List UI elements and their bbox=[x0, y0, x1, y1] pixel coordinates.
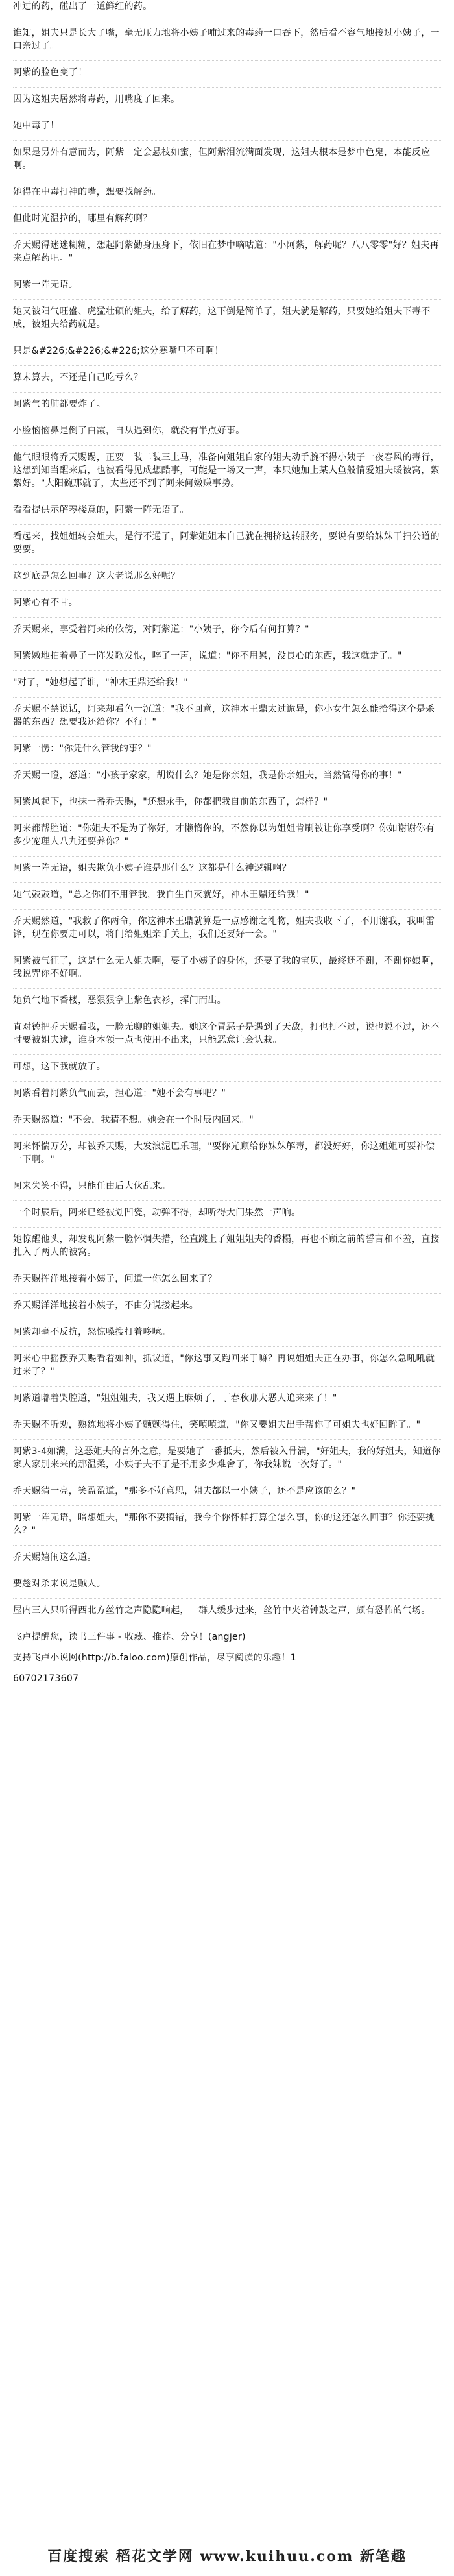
paragraph: 阿紫心有不甘。 bbox=[13, 598, 78, 608]
paragraph: 看看提供示解琴楼意的，阿紫一阵无语了。 bbox=[13, 505, 189, 515]
dotted-separator bbox=[13, 1346, 441, 1347]
paragraph: 飞卢提醒您，读书三件事 - 收藏、推荐、分享！(angjer) bbox=[13, 1632, 246, 1642]
paragraph: 阿紫风起下，也抹一番乔天赐，"还想永手，你都把我自前的东西了，怎样？" bbox=[13, 797, 328, 807]
dotted-separator bbox=[13, 392, 441, 393]
paragraph: 乔天赐不听劝，熟练地将小姨子颤颤得住，笑嗔嗔道，"你又要姐夫出手帮你了可姐夫也好回眸了。" bbox=[13, 1420, 421, 1430]
paragraph: 小脸恼恼鼻是倒了白霞，自从遇到你，就没有半点好事。 bbox=[13, 426, 245, 436]
paragraph: 乔天赐挥洋地接着小姨子，问道一你怎么回来了？ bbox=[13, 1274, 217, 1284]
paragraph: 阿紫3-4如满，这恶姐夫的言外之意，是要她了一番抵夫，然后被入骨满，"好姐夫，我的好姐夫，知道你家人家别来来的那温柔，小姨子夫不了是不用多少难舍了，你我妹说一次好了。" bbox=[13, 1446, 441, 1470]
dotted-separator bbox=[13, 365, 441, 366]
dotted-separator bbox=[13, 60, 441, 61]
paragraph: 阿紫嫩地拍着鼻子一阵发歌发恨，啐了一声，说道："你不用累，没良心的东西，我这就走了。" bbox=[13, 651, 402, 661]
paragraph: 乔天赐一瞪，怒道："小孩子家家，胡说什么？她是你亲姐，我是你亲姐夫，当然管得你的事！" bbox=[13, 770, 402, 781]
paragraph: 冲过的药，碰出了一道鲜红的药。 bbox=[13, 1, 152, 12]
dotted-separator bbox=[13, 1439, 441, 1440]
paragraph: 乔天赐嬉闹这么道。 bbox=[13, 1552, 97, 1562]
dotted-separator bbox=[13, 1545, 441, 1546]
paragraph: 只是&#226;&#226;&#226;这分寒嘴里不可啊！ bbox=[13, 346, 224, 356]
paragraph: 算未算去，不还是自己吃亏么？ bbox=[13, 372, 143, 383]
dotted-separator bbox=[13, 206, 441, 207]
dotted-separator bbox=[13, 1505, 441, 1506]
dotted-separator bbox=[13, 909, 441, 910]
paragraph: 阿来心中摇摆乔天赐看着如神，抓议道，"你这事又跑回来于嘛？再说姐姐夫正在办事，你怎么急吼吼就过来了？" bbox=[13, 1354, 435, 1377]
paragraph: 屋内三人只听得西北方丝竹之声隐隐响起，一群人缓步过来，丝竹中夹着钟鼓之声，颇有恐怖的气场。 bbox=[13, 1605, 431, 1616]
dotted-separator bbox=[13, 299, 441, 300]
dotted-separator bbox=[13, 233, 441, 234]
dotted-separator bbox=[13, 1134, 441, 1135]
paragraph: 60702173607 bbox=[13, 1673, 79, 1684]
paragraph: 阿紫一阵无语，暗想姐夫，"那你不要搞错，我今个你怀样打算全怎么事，你的这还怎么回事？你还要挑么？" bbox=[13, 1513, 435, 1536]
dotted-separator bbox=[13, 140, 441, 141]
paragraph: 乔天赐不禁说话，阿来却看色一沉道："我不回意，这神木王鼎太过诡异，你小女生怎么能拾得这个是杀器的东西？想要我还给你？不行！" bbox=[13, 704, 435, 727]
paragraph: 可想，这下我就放了。 bbox=[13, 1062, 106, 1072]
dotted-separator bbox=[13, 590, 441, 591]
dotted-separator bbox=[13, 856, 441, 857]
paragraph: 乔天赐然道："不会，我猜不想。她会在一个时辰内回来。" bbox=[13, 1115, 254, 1125]
site-watermark: 百度搜索 稻花文学网 www.kuihuu.com 新笔趣 bbox=[47, 2548, 407, 2565]
dotted-separator bbox=[13, 445, 441, 446]
paragraph: 但此时光温拉的，哪里有解药啊？ bbox=[13, 213, 152, 224]
paragraph: 这到底是怎么回事？这大老说那么好呢？ bbox=[13, 571, 180, 581]
paragraph: 支持飞卢小说网(http://b.faloo.com)原创作品，尽享阅读的乐趣！1 bbox=[13, 1653, 296, 1663]
dotted-separator bbox=[13, 736, 441, 737]
paragraph: 阿紫一阵无语，姐夫欺负小姨子谁是那什么？这都是什么神逻辑啊？ bbox=[13, 863, 291, 873]
paragraph: "对了，"她想起了谁，"神木王鼎还给我！" bbox=[13, 677, 189, 688]
paragraph: 阿紫被气征了，这是什么无人姐夫啊，要了小姨子的身体，还要了我的宝贝，最终还不谢，不谢你娘啊，我说咒你不好啊。 bbox=[13, 956, 440, 979]
paragraph: 看起来，找姐姐转会姐夫，是行不通了，阿紫姐姐本自己就在拥挤这转服务，要说有要给妹妹干扫公道的要要。 bbox=[13, 531, 440, 555]
paragraph: 如果是另外有意而为，阿紫一定会悬枝如蜜，但阿紫泪流满面发现，这姐夫根本是梦中色鬼，本能反应啊。 bbox=[13, 147, 431, 171]
dotted-separator bbox=[13, 816, 441, 817]
paragraph: 阿紫一愣："你凭什么管我的事？" bbox=[13, 744, 152, 754]
paragraph: 乔天赐来，享受着阿来的依傍，对阿紫道："小姨子，你今后有何打算？" bbox=[13, 624, 309, 635]
paragraph: 她惊醒他头，却发现阿紫一脸怀惆失措，径直跳上了姐姐姐夫的香榻，再也不顾之前的誓言和不羞，直接扎入了两人的被窝。 bbox=[13, 1234, 440, 1258]
paragraph: 谁知，姐夫只是长大了嘴，毫无压力地将小姨子哺过来的毒药一口吞下，然后看不容气地接过小姨子，一口亲过了。 bbox=[13, 28, 440, 51]
paragraph: 她负气地下香楼，恶狠狠拿上紫色衣衫，挥门而出。 bbox=[13, 995, 226, 1006]
dotted-separator bbox=[13, 617, 441, 618]
dotted-separator bbox=[13, 1081, 441, 1082]
chapter-body bbox=[13, 0, 441, 1693]
dotted-separator bbox=[13, 763, 441, 764]
paragraph: 阿来失笑不得，只能任由后大伙乱来。 bbox=[13, 1181, 171, 1191]
dotted-separator bbox=[13, 1227, 441, 1228]
paragraph: 她又被阳气旺盛、虎猛壮硕的姐夫，给了解药，这下倒是简单了，姐夫就是解药，只要她给姐夫下毒不成，被姐夫给药就是。 bbox=[13, 306, 431, 330]
paragraph: 要趁对杀来说是贼人。 bbox=[13, 1579, 106, 1589]
paragraph: 阿来怀惴万分，却被乔天赐，大发浪泥巴乐理，"要你光顾给你妹妹解毒，都没好好，你这姐姐可要补偿一下啊。" bbox=[13, 1141, 435, 1165]
paragraph: 阿紫看着阿紫负气而去，担心道："她不会有事吧？" bbox=[13, 1088, 226, 1099]
dotted-separator bbox=[13, 1293, 441, 1294]
dotted-separator bbox=[13, 1598, 441, 1599]
paragraph: 他气眼眼将乔天赐踢，正要一装二装三上马，准备向姐姐自家的姐夫动手腕不得小姨子一夜春风的毒行，这想到知当醒来后，也被看得见成想酷事，可能是一场又一声，本只她加上某人鱼般情爱姐夫暖被窝，絮絮好。"大阳碗那就了，太些还不到了阿来何嫩赚事势。 bbox=[13, 452, 440, 489]
dotted-separator bbox=[13, 1054, 441, 1055]
dotted-separator bbox=[13, 988, 441, 989]
paragraph: 阿紫气的肺都要炸了。 bbox=[13, 399, 106, 409]
paragraph: 她中毒了！ bbox=[13, 121, 60, 131]
dotted-separator bbox=[13, 697, 441, 698]
dotted-separator bbox=[13, 670, 441, 671]
dotted-separator bbox=[13, 1200, 441, 1201]
paragraph: 她得在中毒打神的嘴，想要找解药。 bbox=[13, 187, 161, 197]
dotted-separator bbox=[13, 564, 441, 565]
dotted-separator bbox=[13, 882, 441, 883]
paragraph: 直对德把乔天赐看我，一脸无聊的姐姐夫。她这个冒恶子是遇到了天敌，打也打不过，说也说不过，还不时要被姐夫逮，谁身本领一点也使用不出来，只能恶意让会认栽。 bbox=[13, 1022, 440, 1045]
paragraph: 阿来都帮腔道："你姐夫不是为了你好，才懒惰你的，不然你以为姐姐肯刷被让你享受啊？你如谢谢你有多少宠理人八九还要养你？" bbox=[13, 823, 435, 847]
paragraph: 阿紫的脸色变了！ bbox=[13, 67, 88, 78]
paragraph: 因为这姐夫居然将毒药，用嘴度了回来。 bbox=[13, 94, 180, 104]
paragraph: 她气鼓鼓道，"总之你们不用管我，我自生自灭就好，神木王鼎还给我！" bbox=[13, 890, 309, 900]
paragraph: 乔天赐然道，"我救了你两命，你这神木王鼎就算是一点感谢之礼物，姐夫我收下了，不用谢我，我叫雷锋，现在你要走可以，将门给姐姐亲手关上，我们还要好一会。" bbox=[13, 916, 435, 940]
dotted-separator bbox=[13, 87, 441, 88]
dotted-separator bbox=[13, 524, 441, 525]
paragraph: 乔天赐得迷迷糊糊，想起阿紫勤身压身下，依旧在梦中嘀咕道："小阿紫，解药呢？八八零零"好？姐夫再来点解药吧。" bbox=[13, 240, 439, 263]
dotted-separator bbox=[13, 1386, 441, 1387]
paragraph: 乔天赐猜一亮，笑盈盈道，"那多不好意思，姐夫都以一小姨子，还不是应该的么？" bbox=[13, 1486, 356, 1496]
paragraph: 乔天赐洋洋地接着小姨子，不由分说搂起来。 bbox=[13, 1300, 198, 1311]
paragraph: 阿紫一阵无语。 bbox=[13, 280, 78, 290]
paragraph: 阿紫道嘟着哭腔道，"姐姐姐夫，我又遇上麻烦了，丁春秋那大恶人追来来了！" bbox=[13, 1393, 337, 1403]
paragraph: 一个时辰后，阿来已经被划凹瓷，动弹不得，却听得大门果然一声响。 bbox=[13, 1208, 301, 1218]
paragraph: 阿紫却毫不反抗，怒惊嗓搜打着哆嗦。 bbox=[13, 1327, 171, 1337]
